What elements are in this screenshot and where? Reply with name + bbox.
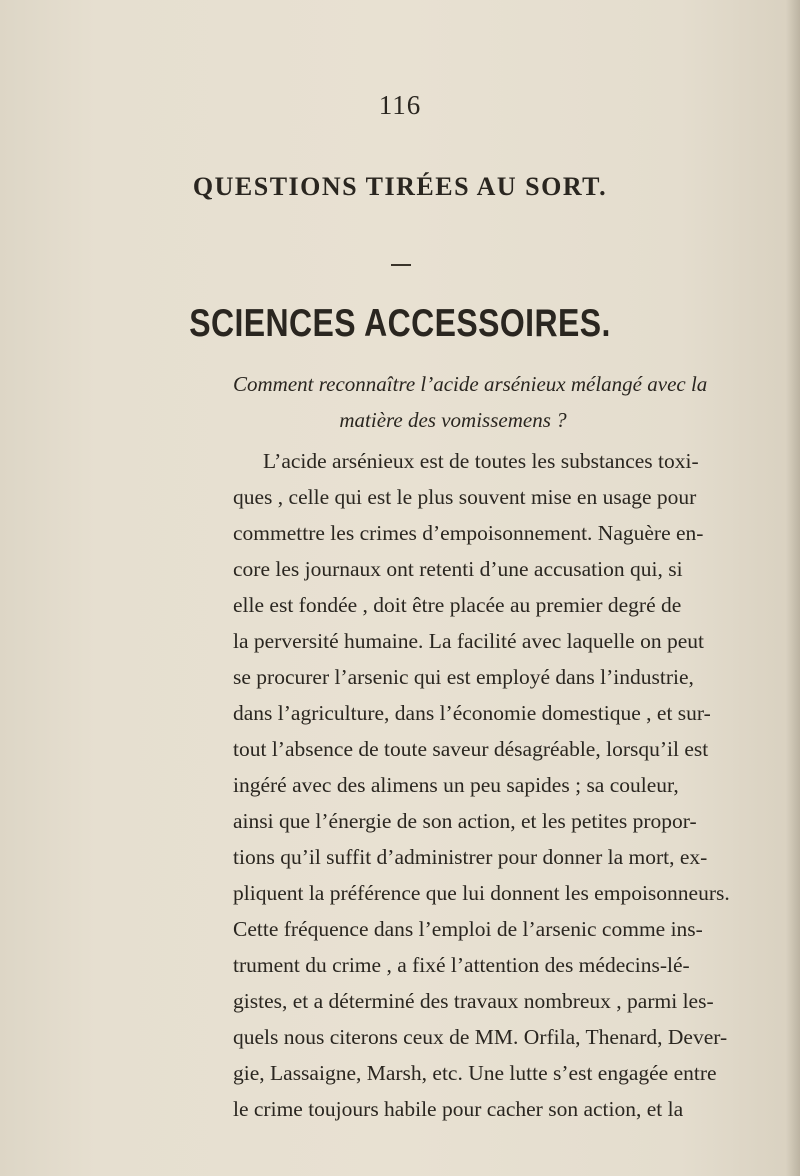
body-paragraph <box>233 443 730 1127</box>
text-line: ingéré avec des alimens un peu sapides ; sa couleur, <box>233 773 679 797</box>
text-line: core les journaux ont retenti d’une accusation qui, si <box>233 557 683 581</box>
text-line: elle est fondée , doit être placée au premier degré de <box>233 593 682 617</box>
text-line: tions qu’il suffit d’administrer pour donner la mort, ex- <box>233 845 708 869</box>
separator-rule <box>391 264 411 266</box>
text-line: L’acide arsénieux est de toutes les substances toxi- <box>263 449 699 473</box>
running-head: QUESTIONS TIRÉES AU SORT. <box>192 172 608 201</box>
text-line: gistes, et a déterminé des travaux nombreux , parmi les- <box>233 989 714 1013</box>
text-line: gie, Lassaigne, Marsh, etc. Une lutte s’est engagée entre <box>233 1061 717 1085</box>
text-line: Cette fréquence dans l’emploi de l’arsenic comme ins- <box>233 917 703 941</box>
text-line: quels nous citerons ceux de MM. Orfila, Thenard, Dever- <box>233 1025 728 1049</box>
page-number: 116 <box>378 90 422 120</box>
question-line: Comment reconnaître l’acide arsénieux mélangé avec la <box>233 372 708 396</box>
text-line: se procurer l’arsenic qui est employé dans l’industrie, <box>233 665 694 689</box>
text-line: ques , celle qui est le plus souvent mise en usage pour <box>233 485 697 509</box>
text-line: tout l’absence de toute saveur désagréable, lorsqu’il est <box>233 737 709 761</box>
text-line: pliquent la préférence que lui donnent les empoisonneurs. <box>233 881 730 905</box>
question-line: matière des vomissemens ? <box>339 408 567 432</box>
section-title: SCIENCES ACCESSOIRES. <box>189 302 611 345</box>
text-line: commettre les crimes d’empoisonnement. Naguère en- <box>233 521 704 545</box>
text-line: le crime toujours habile pour cacher son action, et la <box>233 1097 684 1121</box>
text-line: dans l’agriculture, dans l’économie domestique , et sur- <box>233 701 711 725</box>
text-line: ainsi que l’énergie de son action, et les petites propor- <box>233 809 697 833</box>
question-heading <box>233 366 708 438</box>
text-line: trument du crime , a fixé l’attention des médecins-lé- <box>233 953 690 977</box>
text-line: la perversité humaine. La facilité avec laquelle on peut <box>233 629 704 653</box>
